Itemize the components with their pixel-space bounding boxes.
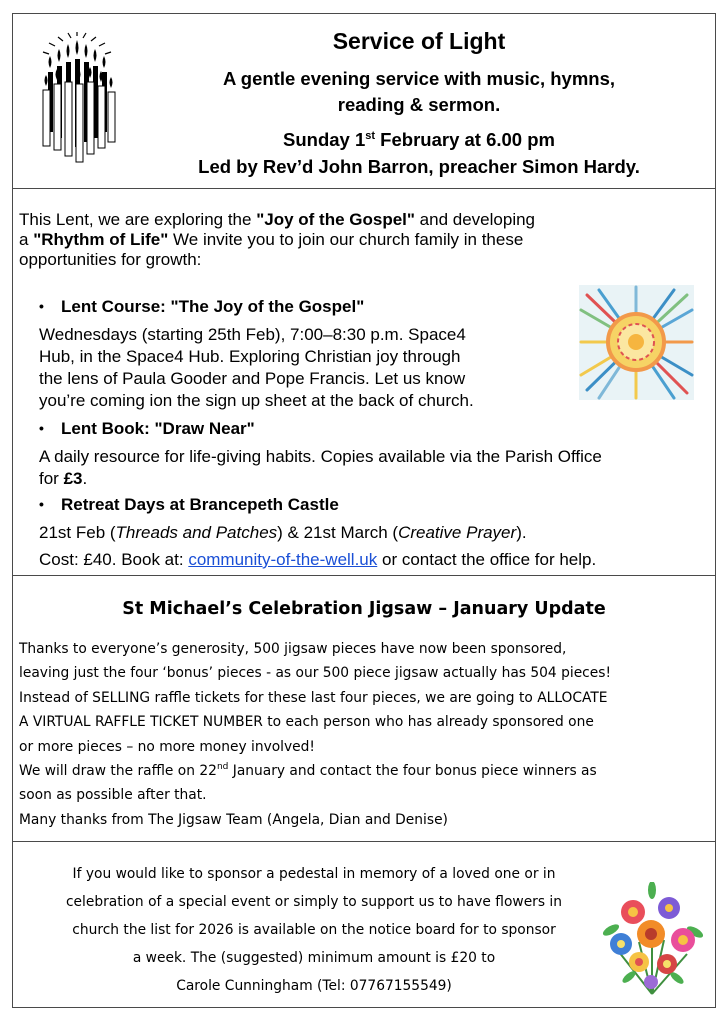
bullet-icon: • xyxy=(39,496,44,512)
jigsaw-section xyxy=(13,576,715,841)
retreat-title: • Retreat Days at Brancepeth Castle xyxy=(39,495,339,514)
lent-course-title: • Lent Course: "The Joy of the Gospel" xyxy=(39,297,365,316)
bullet-icon: • xyxy=(39,420,44,436)
service-subtitle-line-2: reading & sermon. xyxy=(337,94,501,115)
lent-intro: This Lent, we are exploring the "Joy of the Gospel" and developing a "Rhythm of Life" We invite you to join our church family in these opportunities for growth: xyxy=(19,210,535,269)
service-date: Sunday 1st February at 6.00 pm xyxy=(283,129,555,150)
service-leaders: Led by Rev’d John Barron, preacher Simon Hardy. xyxy=(198,156,640,177)
notice-sheet xyxy=(12,13,716,1008)
lent-section xyxy=(13,189,715,575)
service-subtitle-line-1: A gentle evening service with music, hymns, xyxy=(222,68,616,89)
flowers-body: If you would like to sponsor a pedestal in memory of a loved one or in celebration of a special event or simply to support us to have flowers in church the list for 2026 is available on the notice board for to sponsor a week. The (suggested) minimum amount is £20 to Carole Cunningham (Tel: 07767155549) xyxy=(65,866,563,994)
service-title: Service of Light xyxy=(332,28,506,54)
lent-course-details: Wednesdays (starting 25th Feb), 7:00–8:30 p.m. Space4 Hub, in the Space4 Hub. Exploring Christian joy through the lens of Paula Gooder and Pope Francis. Let us know you’re coming ion the sign up sheet at the back of church. xyxy=(39,325,474,410)
sun-mosaic-image xyxy=(579,285,694,400)
service-of-light-section xyxy=(13,14,715,188)
lent-book-title: • Lent Book: "Draw Near" xyxy=(39,419,255,438)
retreat-booking-link[interactable]: community-of-the-well.uk xyxy=(188,550,378,569)
jigsaw-body: Thanks to everyone’s generosity, 500 jigsaw pieces have now been sponsored, leaving just the four ‘bonus’ pieces - as our 500 piece jigsaw actually has 504 pieces! Instead of SELLING raffle tickets for these last four pieces, we are going to ALLOCATE A VIRTUAL RAFFLE TICKET NUMBER to each person who has already sponsored one or more pieces – no more money involved! We will draw the raffle on 22nd January and contact the four bonus piece winners as soon as possible after that. Many thanks from The Jigsaw Team (Angela, Dian and Denise) xyxy=(19,641,611,828)
retreat-details: 21st Feb (Threads and Patches) & 21st March (Creative Prayer). Cost: £40. Book at: community-of-the-well.uk or contact the office for help. xyxy=(39,523,597,569)
jigsaw-heading: St Michael’s Celebration Jigsaw – January Update xyxy=(122,599,606,619)
service-subtitle xyxy=(13,66,715,118)
flowers-section xyxy=(13,842,715,1009)
service-details xyxy=(13,126,715,180)
lent-book-details: A daily resource for life-giving habits. Copies available via the Parish Office for £3. xyxy=(39,447,602,488)
flower-bouquet-image xyxy=(599,882,705,1000)
bullet-icon: • xyxy=(39,298,44,314)
